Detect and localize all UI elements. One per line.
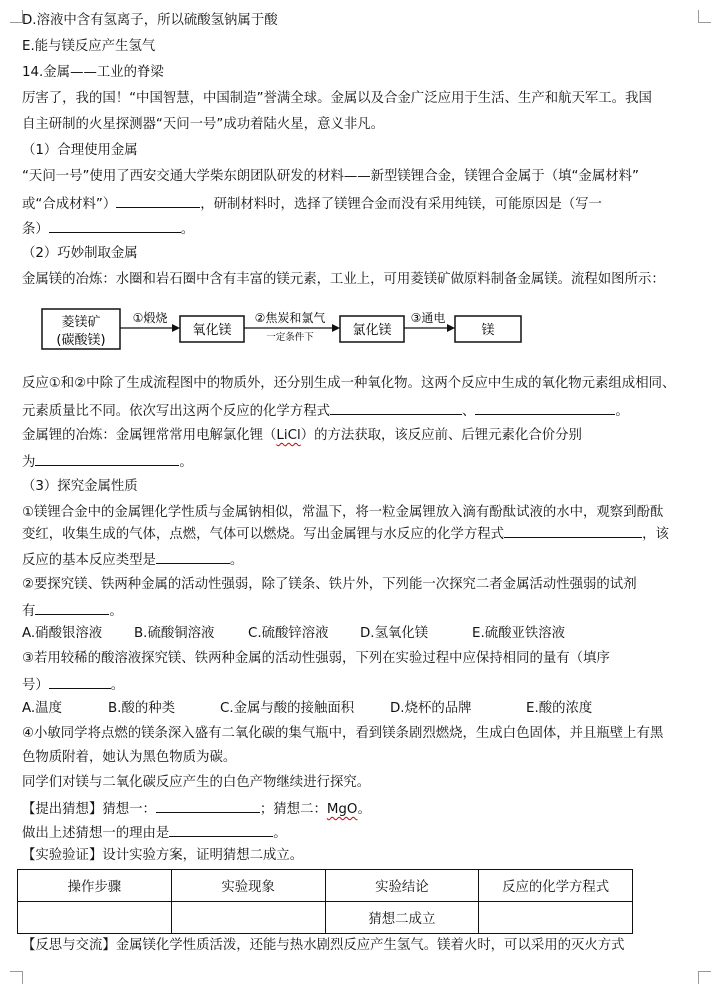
hypothesis-reason-line — [22, 820, 287, 844]
flow-arrow-2-label: ②焦炭和氯气 — [254, 311, 326, 325]
question-14-title: 14.金属——工业的脊梁 — [22, 65, 164, 80]
item-4-text-3: 同学们对镁与二氧化碳反应产生的白色产物继续进行探究。 — [22, 775, 371, 790]
item-3-options — [22, 697, 592, 721]
text-segment: 条） — [22, 222, 49, 237]
item-4-text-1: ④小敏同学将点燃的镁条深入盛有二氧化碳的集气瓶中，看到镁条剧烈燃烧，生成白色固体，并且瓶壁上有黑 — [22, 726, 664, 741]
flow-box-magnesite-sublabel: (碳酸镁) — [56, 333, 106, 348]
text-segment: 、 — [461, 404, 476, 419]
table-header-row — [18, 870, 633, 902]
option-c-zinc-sulfate: C.硫酸锌溶液 — [248, 626, 329, 641]
item-2-text-2 — [22, 598, 123, 622]
intro-line-1: 厉害了，我的国！“中国智慧，中国制造”誉满全球。金属以及合金广泛应用于生活、生产和航天军工。我国 — [22, 91, 652, 106]
table-header-cell: 反应的化学方程式 — [479, 870, 633, 902]
text-segment: 反应的基本反应类型是 — [22, 553, 156, 568]
text-segment: 。 — [110, 678, 125, 693]
text-segment: 做出上述猜想一的理由是 — [22, 826, 170, 841]
table-row — [18, 902, 633, 934]
option-d-beaker-brand: D.烧杯的品牌 — [390, 701, 472, 716]
text-segment: 。 — [109, 604, 123, 619]
verification-heading: 【实验验证】设计实验方案，证明猜想二成立。 — [22, 848, 304, 863]
lithium-text-1 — [22, 424, 582, 448]
text-segment: 【提出猜想】猜想一： — [22, 802, 156, 817]
option-b-acid-type: B.酸的种类 — [108, 701, 176, 716]
item-1-text-2 — [22, 521, 669, 545]
answer-blank-hypothesis-1[interactable] — [156, 796, 260, 813]
answer-blank-reaction-type[interactable] — [156, 547, 230, 564]
flow-arrow-1-label: ①煅烧 — [132, 311, 168, 325]
process-flow-diagram — [40, 306, 540, 356]
item-3-text-2 — [22, 672, 124, 696]
answer-blank-reason[interactable] — [49, 216, 181, 233]
experiment-table — [17, 869, 633, 934]
table-cell-operation[interactable] — [18, 902, 172, 934]
option-e-ferrous-sulfate: E.硫酸亚铁溶液 — [472, 626, 566, 641]
formula-licl: LiCl — [276, 428, 301, 443]
item-2-text-1: ②要探究镁、铁两种金属的活动性强弱，除了镁条、铁片外，下列能一次探究二者金属活动性强弱的试剂 — [22, 577, 637, 592]
flow-box-magnesium-chloride-label: 氯化镁 — [352, 323, 392, 338]
formula-mgo: MgO — [326, 802, 358, 817]
text-segment: ）的方法获取，该反应前、后锂元素化合价分别 — [300, 428, 582, 443]
flow-box-magnesium-oxide-label: 氧化镁 — [192, 323, 232, 338]
section-1-text-1: “天问一号”使用了西安交通大学柴东朗团队研发的材料——新型镁锂合金，镁锂合金属于（填“金属材料” — [22, 169, 639, 184]
answer-blank-hypothesis-reason[interactable] — [169, 820, 273, 837]
text-segment: 或“合成材料”） — [22, 197, 117, 212]
option-a-temperature: A.温度 — [22, 701, 62, 716]
table-cell-phenomenon[interactable] — [171, 902, 325, 934]
reaction-text-1: 反应①和②中除了生成流程图中的物质外，还分别生成一种氧化物。这两个反应中生成的氧化物元素组成相同、 — [22, 376, 676, 391]
item-1-text-3 — [22, 547, 243, 571]
answer-blank-equation-1[interactable] — [330, 398, 462, 415]
answer-blank-constant-quantities[interactable] — [49, 672, 111, 689]
flow-arrow-2-condition: 一定条件下 — [266, 332, 314, 343]
page-corner-mark — [698, 971, 711, 984]
text-segment: 。 — [180, 222, 195, 237]
option-d-magnesium-hydroxide: D.氢氧化镁 — [360, 626, 429, 641]
text-segment: 。 — [229, 553, 244, 568]
section-1-heading: （1）合理使用金属 — [22, 143, 138, 158]
answer-blank-material[interactable] — [116, 191, 200, 208]
text-segment: 。 — [273, 826, 287, 841]
text-segment: ，研制材料时，选择了镁锂合金而没有采用纯镁，可能原因是（写一 — [200, 197, 602, 212]
table-cell-equation[interactable] — [479, 902, 633, 934]
option-e-text: E.能与镁反应产生氢气 — [22, 39, 156, 54]
reflection-text: 【反思与交流】金属镁化学性质活泼，还能与热水剧烈反应产生氢气。镁着火时，可以采用的灭火方式 — [22, 938, 625, 953]
arrow-head-icon — [447, 324, 455, 332]
item-2-options — [22, 622, 565, 646]
text-segment: 金属锂的冶炼：金属锂常常用电解氯化锂（ — [22, 428, 277, 443]
section-2-heading: （2）巧妙制取金属 — [22, 246, 138, 261]
table-header-cell: 操作步骤 — [18, 870, 172, 902]
option-e-acid-concentration: E.酸的浓度 — [526, 701, 593, 716]
table-cell-conclusion: 猜想二成立 — [325, 902, 479, 934]
section-2-text: 金属镁的冶炼：水圈和岩石圈中含有丰富的镁元素，工业上，可用菱镁矿做原料制备金属镁。流程如图所示： — [22, 272, 665, 287]
table-header-cell: 实验现象 — [171, 870, 325, 902]
arrow-head-icon — [172, 324, 180, 332]
answer-blank-equation-2[interactable] — [475, 398, 615, 415]
text-segment: 变红，收集生成的气体，点燃，气体可以燃烧。写出金属锂与水反应的化学方程式 — [22, 527, 505, 542]
reaction-text-2 — [22, 398, 629, 422]
flow-box-magnesite-label: 菱镁矿 — [61, 315, 101, 330]
page-corner-mark — [10, 971, 23, 984]
option-d-text: D.溶液中含有氢离子，所以硫酸氢钠属于酸 — [22, 13, 278, 28]
item-4-text-2: 色物质附着，她认为黑色物质为碳。 — [22, 750, 237, 765]
answer-blank-lithium-equation[interactable] — [504, 521, 642, 538]
option-c-contact-area: C.金属与酸的接触面积 — [220, 701, 355, 716]
arrow-head-icon — [332, 324, 340, 332]
text-segment: 。 — [615, 404, 629, 419]
flow-arrow-3-label: ③通电 — [410, 311, 446, 325]
answer-blank-valence[interactable] — [35, 449, 179, 466]
text-segment: 元素质量比不同。依次写出这两个反应的化学方程式 — [22, 404, 330, 419]
section-3-heading: （3）探究金属性质 — [22, 479, 138, 494]
text-segment: 号） — [22, 678, 49, 693]
text-segment: 有 — [22, 604, 36, 619]
section-1-text-3 — [22, 216, 194, 240]
text-segment: ，该 — [642, 527, 669, 542]
answer-blank-reagent[interactable] — [35, 598, 109, 615]
lithium-text-2 — [22, 449, 193, 473]
item-3-text-1: ③若用较稀的酸溶液探究镁、铁两种金属的活动性强弱，下列在实验过程中应保持相同的量有（填序 — [22, 651, 610, 666]
text-segment: 。 — [179, 455, 193, 470]
text-segment: 。 — [357, 802, 371, 817]
section-1-text-2 — [22, 191, 602, 215]
page-corner-mark — [698, 10, 711, 23]
hypothesis-line — [22, 796, 371, 820]
option-b-copper-sulfate: B.硫酸铜溶液 — [134, 626, 215, 641]
item-1-text-1: ①镁锂合金中的金属锂化学性质与金属钠相似，常温下，将一粒金属锂放入滴有酚酞试液的水中，观察到酚酞 — [22, 505, 664, 520]
table-header-cell: 实验结论 — [325, 870, 479, 902]
intro-line-2: 自主研制的火星探测器“天问一号”成功着陆火星，意义非凡。 — [22, 117, 385, 132]
text-segment: 为 — [22, 455, 36, 470]
text-segment: ；猜想二： — [259, 802, 327, 817]
flow-box-magnesium-label: 镁 — [481, 323, 495, 338]
option-a-silver-nitrate: A.硝酸银溶液 — [22, 626, 103, 641]
